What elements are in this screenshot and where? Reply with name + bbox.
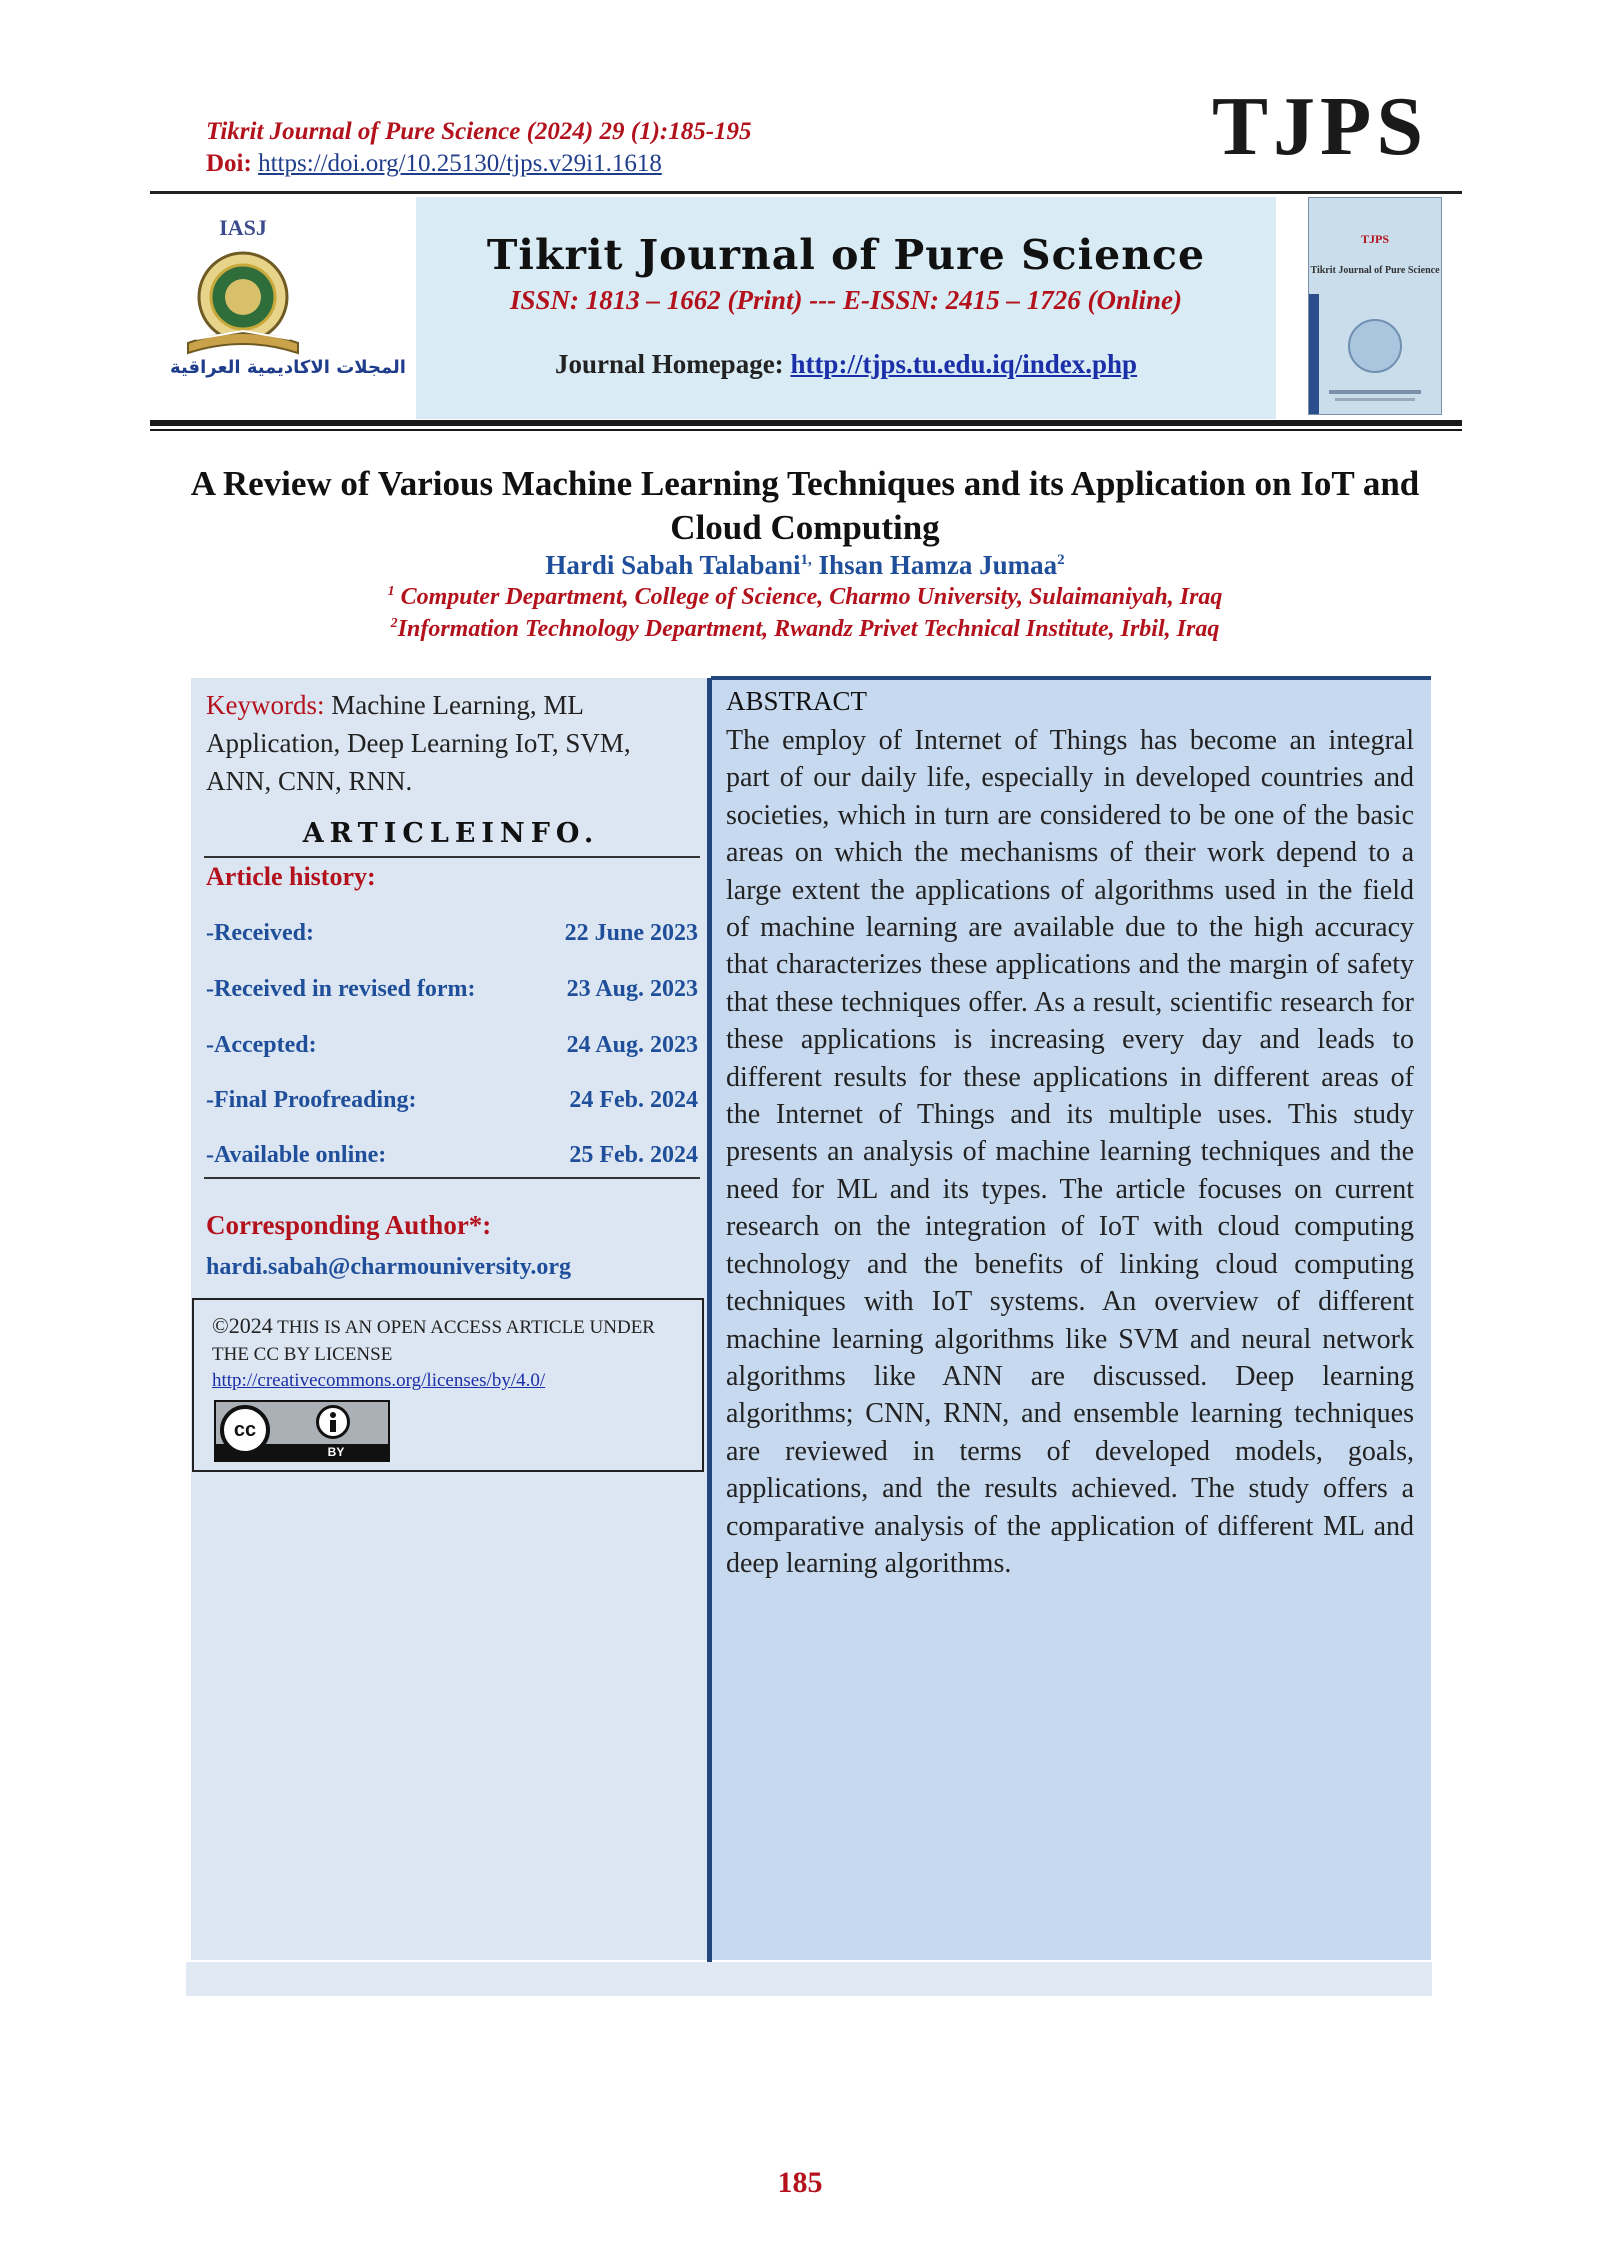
iasj-arabic-name: المجلات الاكاديمية العراقية	[170, 357, 406, 378]
brand-mark: TJPS	[1212, 80, 1429, 173]
history-date: 22 June 2023	[564, 920, 698, 946]
article-info-heading: ARTICLEINFO.	[302, 818, 600, 849]
banner-rule-thick	[150, 420, 1462, 426]
keywords-list: Machine Learning, ML Application, Deep Learning IoT, SVM, ANN, CNN, RNN.	[206, 690, 631, 796]
journal-banner	[150, 197, 1462, 419]
author-2-marker: 2	[1057, 552, 1065, 568]
attribution-icon	[316, 1405, 350, 1439]
abstract-text: The employ of Internet of Things has become an integral part of our daily life, especially in developed countries and societies, which in turn are considered to be one of the basic areas on which the mechanisms of their work depend to a large extent the applications of algorithms used in the field of machine learning are available due to the high accuracy that characterizes these applications and the margin of safety that these techniques offer. As a result, scientific research for these applications is increasing every day and leads to different results for these applications in different areas of the Internet of Things and its multiple uses. This study presents an analysis of machine learning techniques and the need for ML and its types. The article focuses on current research on the integration of IoT with cloud computing technology and the benefits of linking cloud computing techniques with IoT systems. An overview of different machine learning algorithms like SVM and neural network algorithms like ANN are discussed. Deep learning algorithms; CNN, RNN, and ensemble learning techniques are reviewed in terms of developed models, goals, applications, and the results achieved. The study offers a comparative analysis of the application of different ML and deep learning algorithms.	[726, 725, 1414, 1579]
affiliation-1	[160, 584, 1450, 611]
history-label: -Received in revised form:	[206, 976, 476, 1002]
doi-link[interactable]: https://doi.org/10.25130/tjps.v29i1.1618	[258, 150, 662, 177]
issn: ISSN: 1813 – 1662 (Print) --- E-ISSN: 2415 – 1726 (Online)	[509, 285, 1183, 315]
history-date: 24 Aug. 2023	[566, 1032, 698, 1058]
article-title: A Review of Various Machine Learning Techniques and its Application on IoT and Cloud Computing	[190, 464, 1420, 547]
panel-bottom-strip	[186, 1962, 1432, 1996]
column-divider	[707, 678, 712, 1962]
page-number: 185	[777, 2166, 823, 2199]
banner-center	[416, 197, 1276, 419]
license-link[interactable]: http://creativecommons.org/licenses/by/4.0/	[212, 1370, 546, 1391]
abstract-heading: ABSTRACT	[726, 686, 868, 716]
abstract-top-rule	[711, 676, 1431, 680]
author-2: Ihsan Hamza Jumaa	[818, 550, 1058, 580]
cc-by-label: BY	[327, 1445, 345, 1459]
history-revised	[206, 976, 698, 1003]
license-year: ©2024	[212, 1313, 273, 1338]
history-label: -Final Proofreading:	[206, 1087, 417, 1113]
cover-graphic-icon	[1309, 294, 1441, 414]
license-statement: THIS IS AN OPEN ACCESS ARTICLE UNDER THE CC BY LICENSE	[212, 1317, 655, 1365]
journal-name: Tikrit Journal of Pure Science	[486, 231, 1206, 279]
author-1-marker: 1,	[800, 552, 812, 568]
seal-icon	[158, 239, 328, 369]
license-box	[192, 1298, 704, 1472]
banner-rule-thin	[150, 429, 1462, 431]
cover-subtitle: Tikrit Journal of Pure Science	[1310, 265, 1440, 276]
article-history-label: Article history:	[206, 862, 376, 891]
cover-image	[1308, 197, 1442, 415]
corresponding-author-label: Corresponding Author*:	[206, 1210, 492, 1240]
affiliation-1-text: Computer Department, College of Science, Charmo University, Sulaimaniyah, Iraq	[394, 584, 1223, 610]
iasj-logo-text: IASJ	[219, 215, 267, 240]
affiliation-2-marker: 2	[390, 616, 398, 631]
history-date: 23 Aug. 2023	[566, 976, 698, 1002]
journal-citation: Tikrit Journal of Pure Science (2024) 29 (1):185-195	[206, 118, 752, 145]
doi-line	[206, 150, 662, 178]
cc-by-badge[interactable]	[214, 1400, 390, 1462]
license-text	[212, 1312, 692, 1368]
history-date: 24 Feb. 2024	[569, 1087, 698, 1113]
history-received	[206, 920, 698, 947]
history-label: -Available online:	[206, 1142, 387, 1168]
affiliation-2	[160, 616, 1450, 643]
author-line	[160, 550, 1450, 581]
history-accepted	[206, 1032, 698, 1059]
corresponding-author-email[interactable]: hardi.sabah@charmouniversity.org	[206, 1254, 572, 1280]
journal-homepage	[416, 349, 1276, 380]
cover-title: TJPS	[1360, 232, 1389, 246]
cc-icon: cc	[220, 1405, 270, 1455]
history-label: -Received:	[206, 920, 314, 946]
article-info-rule	[204, 856, 700, 858]
homepage-label: Journal Homepage:	[554, 349, 784, 379]
doi-label: Doi:	[206, 150, 252, 177]
history-proofreading	[206, 1087, 698, 1114]
affiliation-2-text: Information Technology Department, Rwandz Privet Technical Institute, Irbil, Iraq	[397, 616, 1220, 642]
iasj-logo	[158, 207, 406, 407]
homepage-link[interactable]: http://tjps.tu.edu.iq/index.php	[790, 349, 1138, 379]
history-label: -Accepted:	[206, 1032, 317, 1058]
affiliation-1-marker: 1	[387, 584, 395, 599]
history-online	[206, 1142, 698, 1169]
header-rule	[150, 191, 1462, 194]
author-1: Hardi Sabah Talabani	[545, 550, 801, 580]
history-rule	[204, 1177, 700, 1179]
journal-cover	[1288, 197, 1462, 419]
keywords-label: Keywords:	[206, 690, 325, 720]
history-date: 25 Feb. 2024	[569, 1142, 698, 1168]
keywords	[206, 686, 696, 800]
